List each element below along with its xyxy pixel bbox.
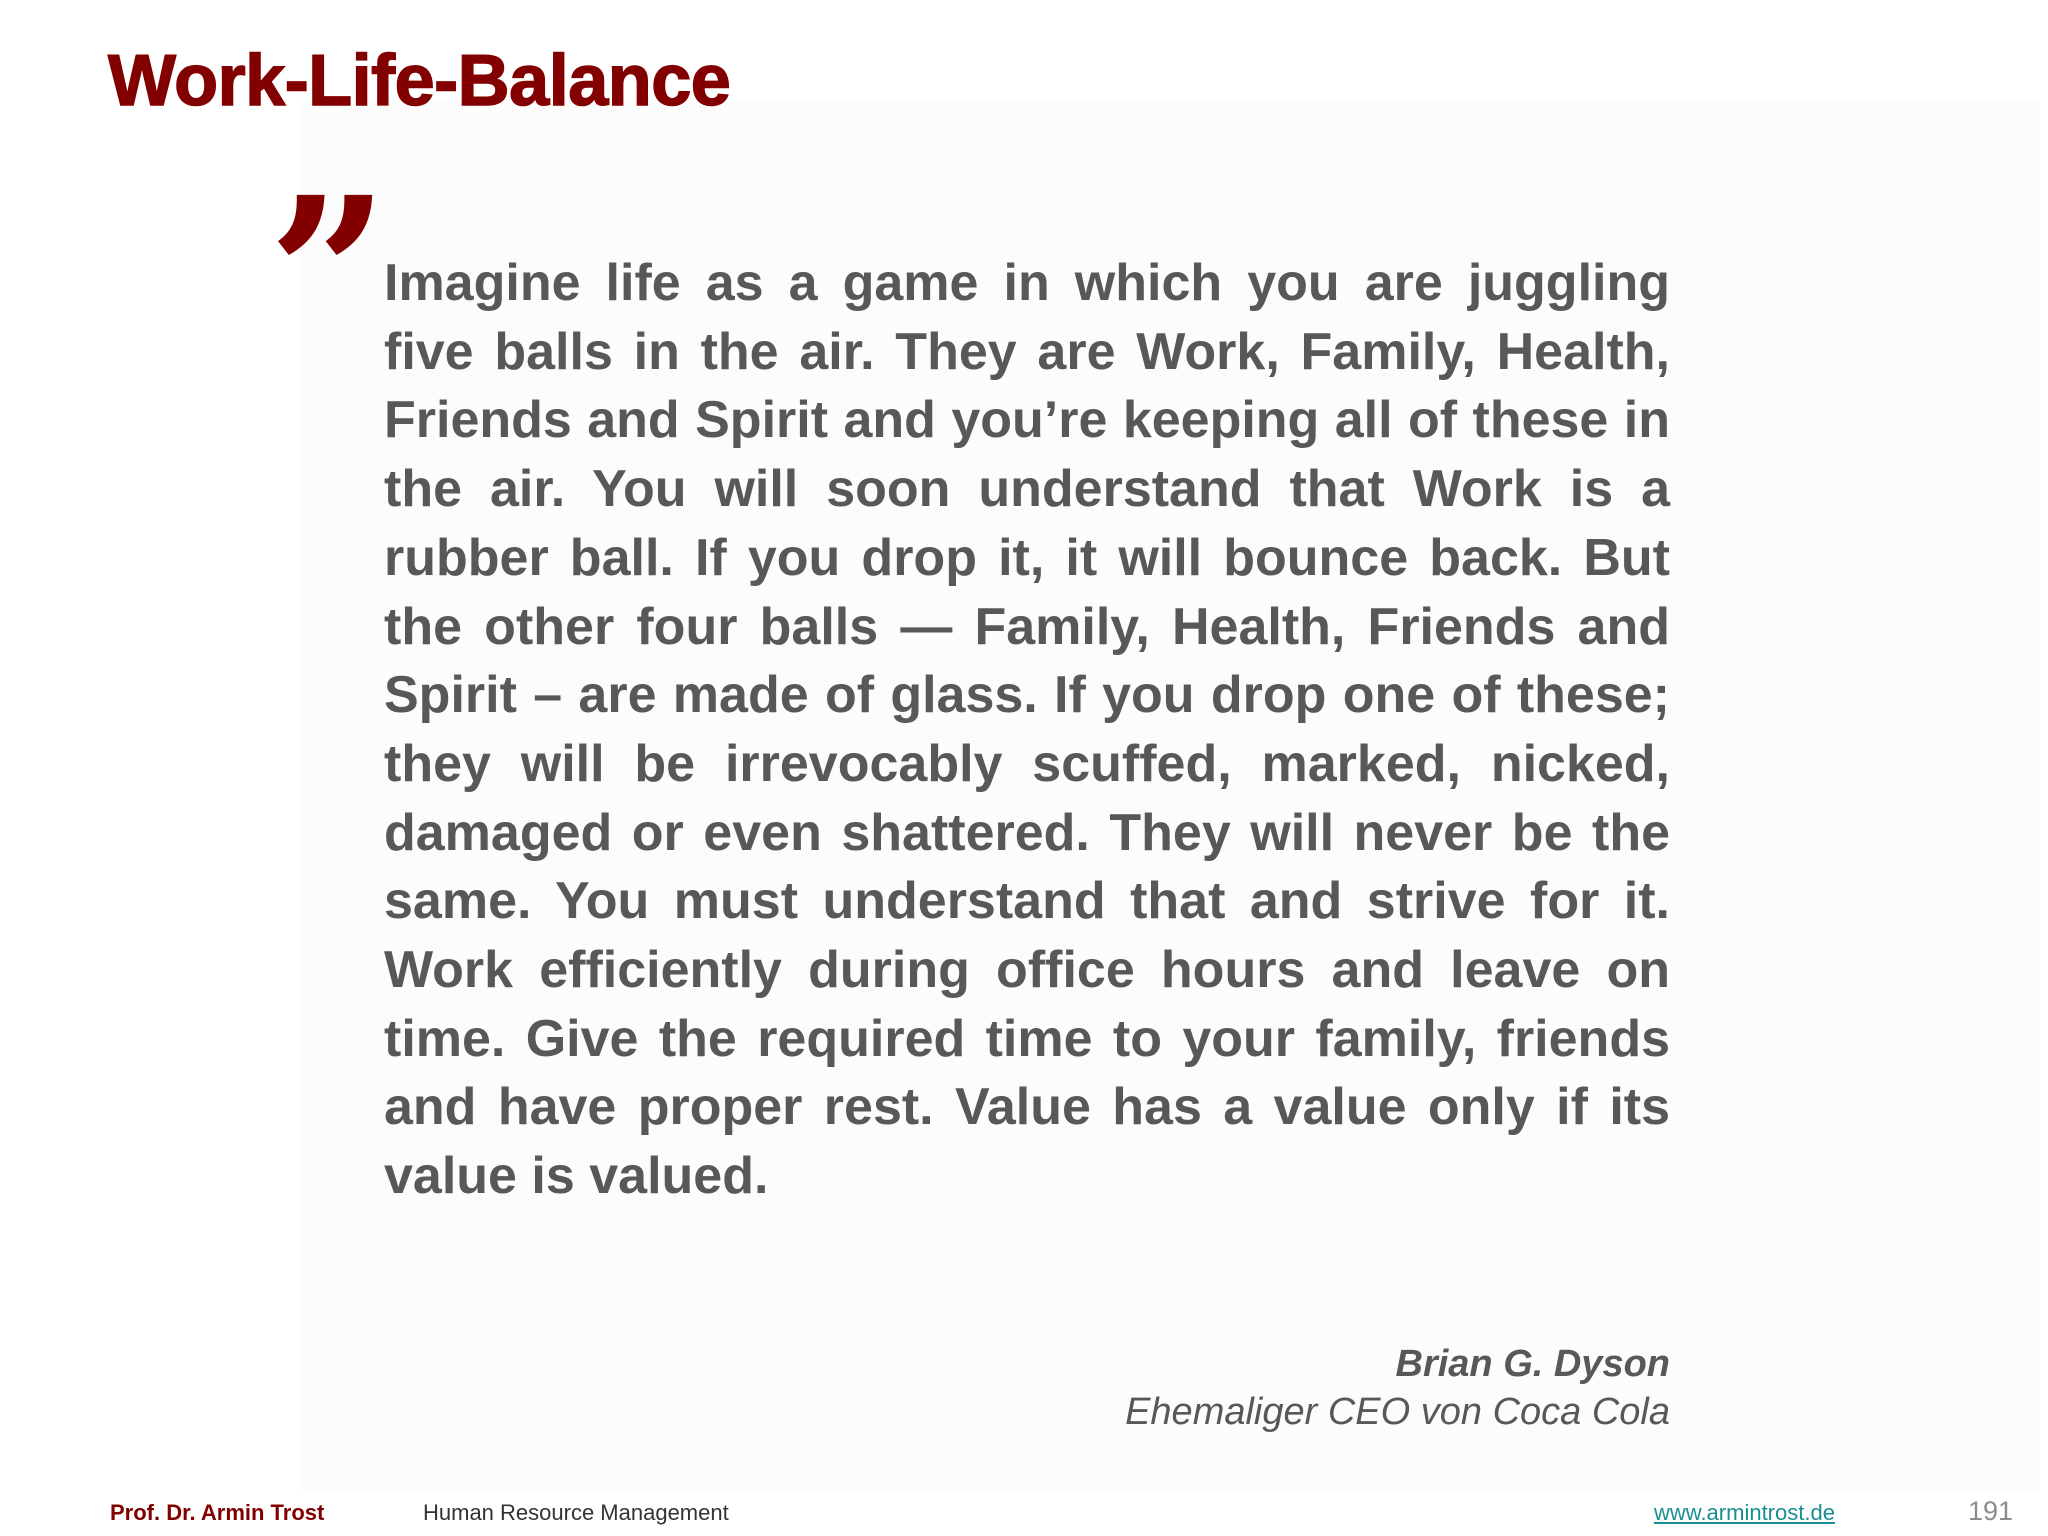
quote-author-name: Brian G. Dyson <box>1395 1343 1670 1385</box>
quote-author-role: Ehemaliger CEO von Coca Cola <box>1125 1391 1670 1433</box>
footer-course-title: Human Resource Management <box>423 1500 729 1525</box>
page-number: 191 <box>1968 1496 2014 1526</box>
slide-title: Work-Life-Balance <box>108 41 731 121</box>
quote-text: Imagine life as a game in which you are juggling five balls in the air. They are Work, Family, Health, Friends and Spirit and you’re keeping all of these in the air. You will soon understand that Work is a rubber ball. If you drop it, it will bounce back. But the other four balls — Family, Health, Friends and Spirit – are made of glass. If you drop one of these; they will be irrevocably scuffed, marked, nicked, damaged or even shattered. They will never be the same. You must understand that and strive for it. Work efficiently during office hours and leave on time. Give the required time to your family, friends and have proper rest. Value has a value only if its value is valued. <box>384 254 1670 1206</box>
footer-website-link[interactable]: www.armintrost.de <box>1654 1500 1835 1525</box>
footer-author: Prof. Dr. Armin Trost <box>110 1500 325 1525</box>
quote-attribution <box>1125 1340 1670 1436</box>
quotation-mark-icon: ” <box>268 151 389 398</box>
